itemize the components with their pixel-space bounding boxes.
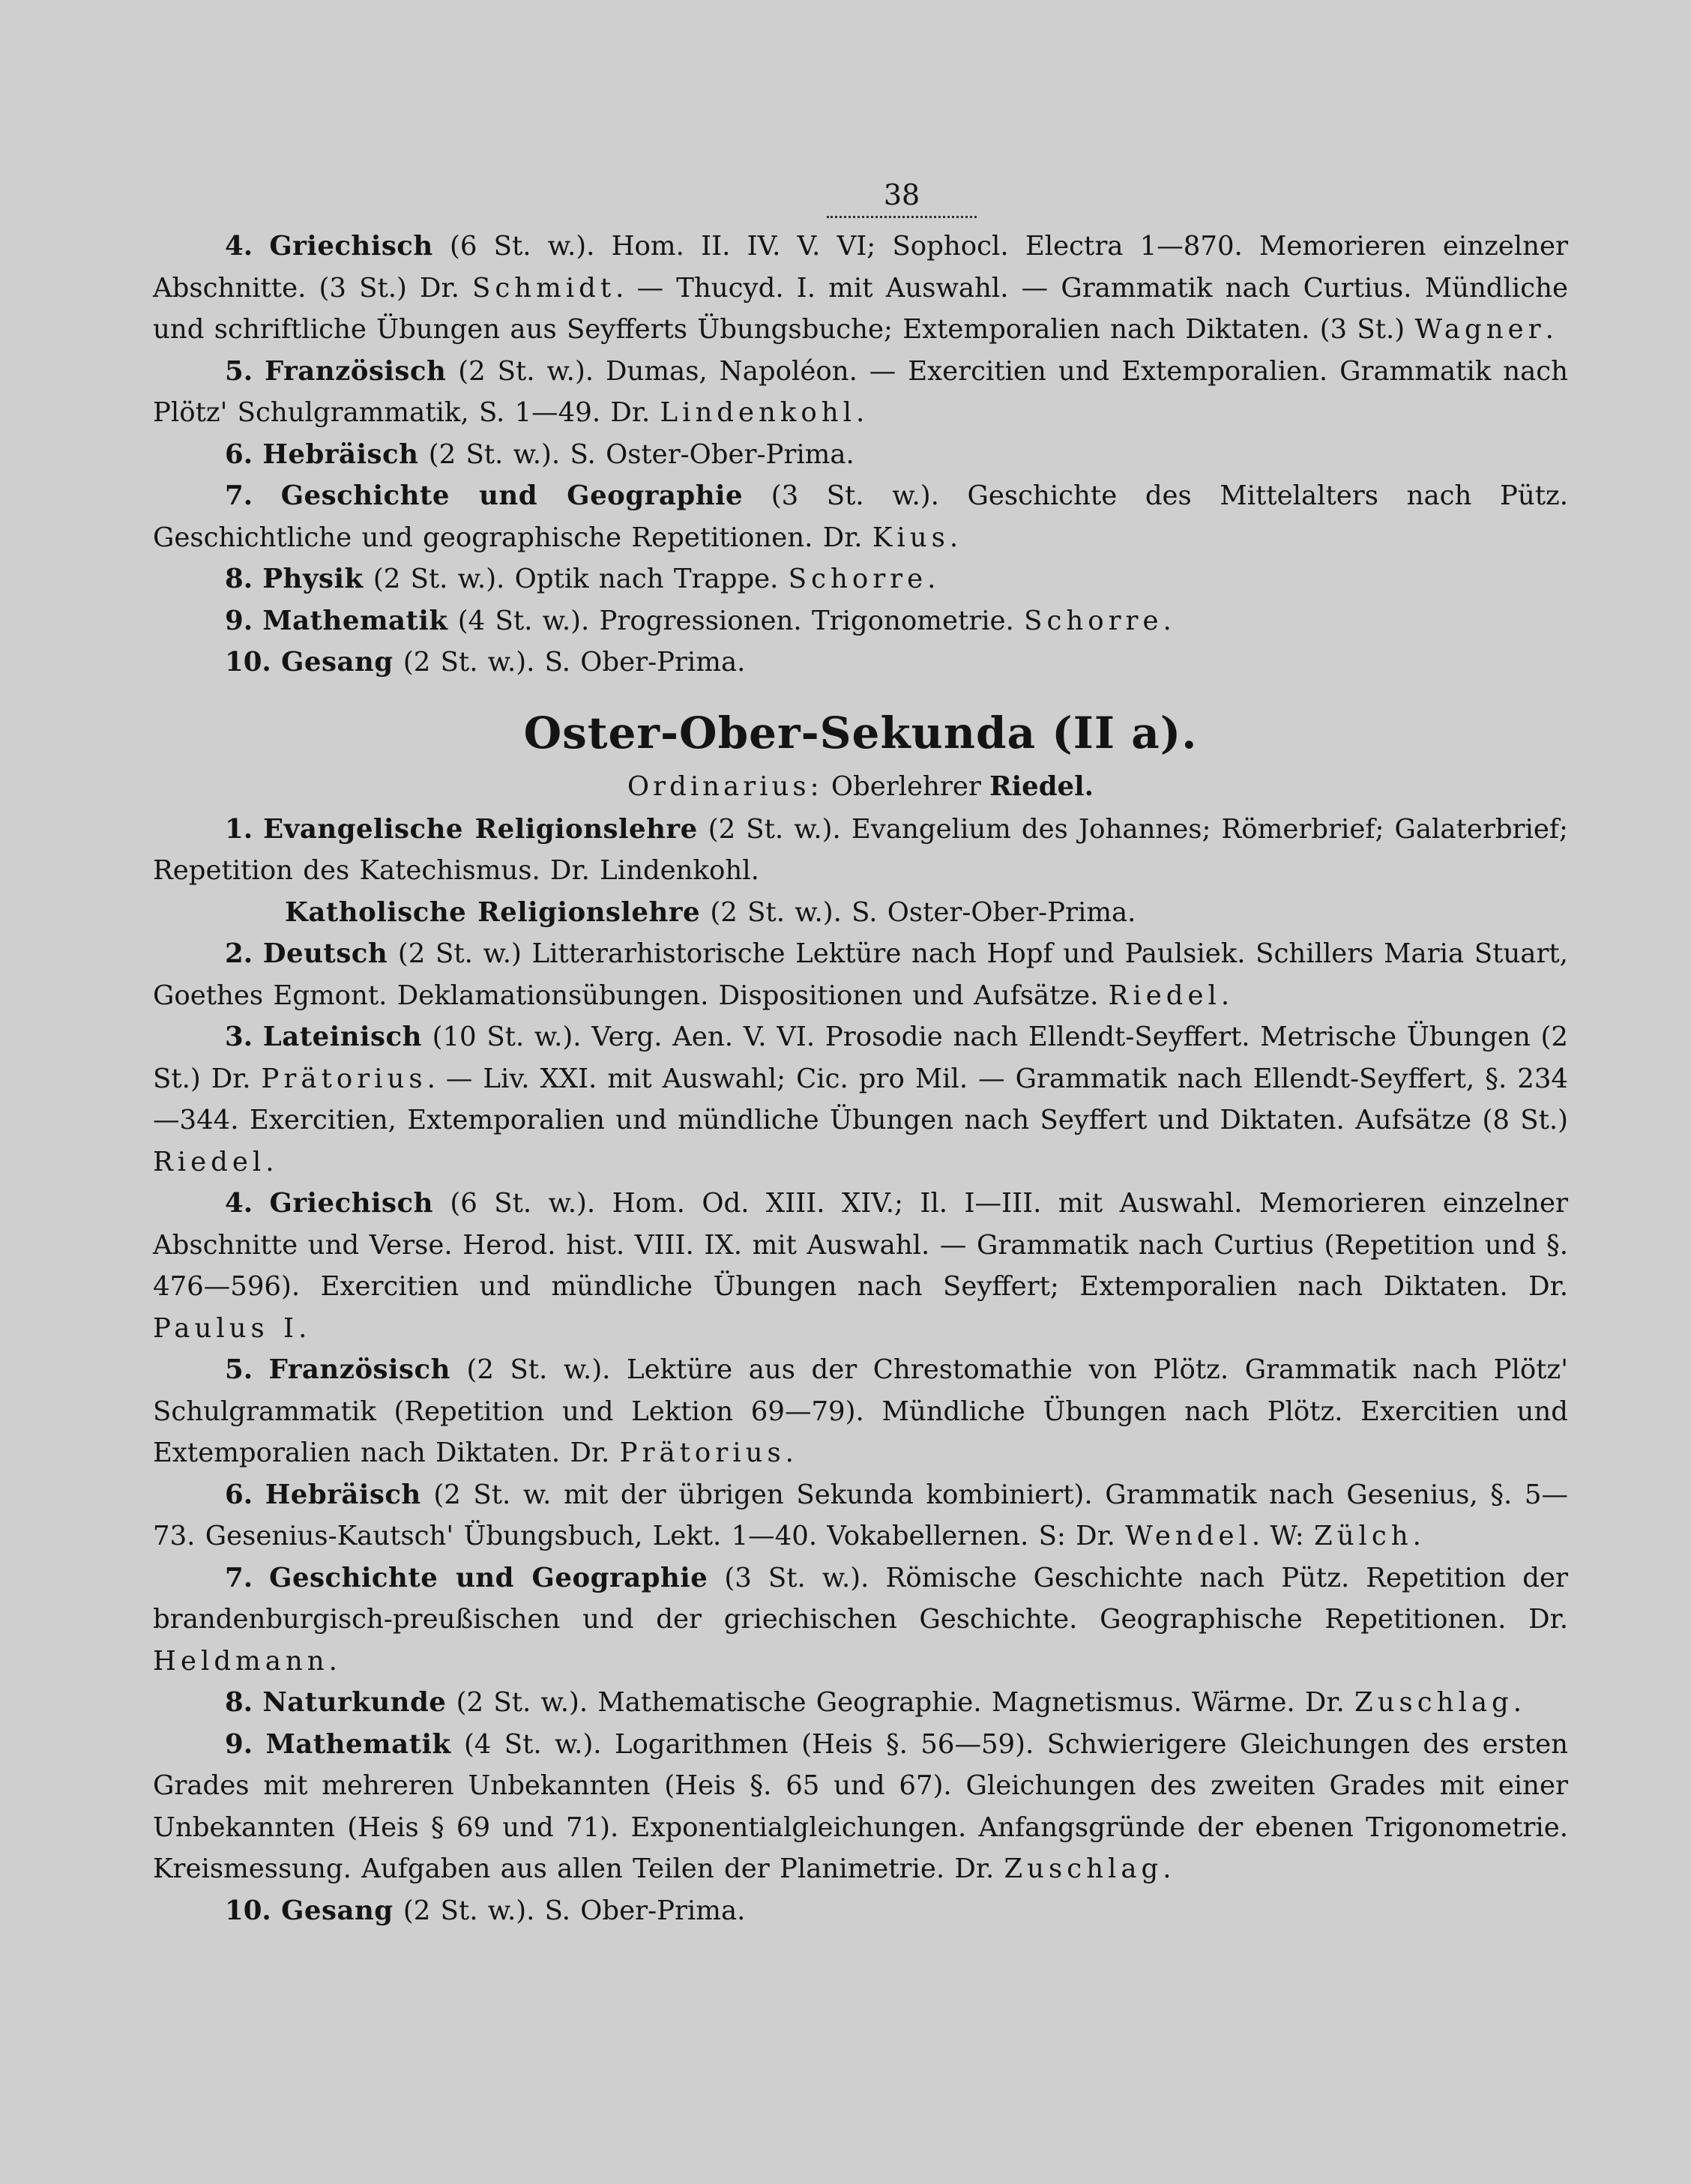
text-column bbox=[153, 177, 1568, 1931]
subject-name: Lateinisch bbox=[262, 1022, 422, 1052]
teacher-name: Schorre bbox=[1024, 605, 1163, 636]
subject-name: Mathematik bbox=[262, 605, 448, 636]
subject-name: Katholische Religionslehre bbox=[285, 896, 701, 928]
teacher-name: Prätorius bbox=[261, 1063, 427, 1094]
course-entry: 8. Physik (2 St. w.). Optik nach Trappe. Schorre. bbox=[225, 564, 936, 594]
subject-name: Physik bbox=[262, 564, 364, 594]
teacher-name: Schorre bbox=[788, 564, 928, 594]
course-entry: 4. Griechisch (6 St. w.). Hom. Od. XIII. XIV.; Il. I—III. mit Auswahl. Memorieren einzelner Abschnitte und Verse. Herod. hist. VIII. IX. mit Auswahl. — Grammatik nach Curtius (Repetition und §. 476—596). Exercitien und mündliche Übungen nach Seyffert; Extemporalien nach Diktaten. Dr. Paulus I. bbox=[153, 1188, 1568, 1344]
subject-name: Hebräisch bbox=[265, 1479, 421, 1510]
subject-name: Gesang bbox=[281, 1895, 394, 1926]
subject-name: Griechisch bbox=[269, 231, 433, 262]
course-entry: 4. Griechisch (6 St. w.). Hom. II. IV. V. VI; Sophocl. Electra 1—870. Memorieren einzelner Abschnitte. (3 St.) Dr. Schmidt. — Thucyd. I. mit Auswahl. — Grammatik nach Curtius. Mündliche und schriftliche Übungen aus Seyfferts Übungsbuche; Extemporalien nach Diktaten. (3 St.) Wagner. bbox=[153, 231, 1568, 345]
teacher-name: Prätorius bbox=[619, 1438, 786, 1468]
teacher-name: Paulus I bbox=[153, 1312, 299, 1344]
subject-name: Geschichte und Geographie bbox=[280, 480, 744, 511]
teacher-name: Wendel bbox=[1125, 1521, 1252, 1551]
teacher-name: Riedel bbox=[153, 1146, 266, 1177]
course-entry: 10. Gesang (2 St. w.). S. Ober-Prima. bbox=[225, 1895, 746, 1926]
subject-name: Mathematik bbox=[265, 1728, 451, 1760]
subject-name: Hebräisch bbox=[262, 438, 419, 470]
page-number: 38 bbox=[883, 178, 920, 211]
section-heading: Oster-Ober-Sekunda (II a). bbox=[523, 707, 1198, 758]
subject-name: Französisch bbox=[265, 355, 447, 387]
course-entry: 7. Geschichte und Geographie (3 St. w.). Römische Geschichte nach Pütz. Repetition der brandenburgisch-preußischen und der griechischen Geschichte. Geographische Repetitionen. Dr. Heldmann. bbox=[153, 1562, 1568, 1677]
course-entry: Katholische Religionslehre (2 St. w.). S. Oster-Ober-Prima. bbox=[285, 896, 1136, 928]
course-entry: 3. Lateinisch (10 St. w.). Verg. Aen. V. VI. Prosodie nach Ellendt-Seyffert. Metrische Übungen (2 St.) Dr. Prätorius. — Liv. XXI. mit Auswahl; Cic. pro Mil. — Grammatik nach Ellendt-Seyffert, §. 234—344. Exercitien, Extemporalien und mündliche Übungen nach Seyffert und Diktaten. Aufsätze (8 St.) Riedel. bbox=[153, 1022, 1568, 1177]
course-entry: 9. Mathematik (4 St. w.). Progressionen. Trigonometrie. Schorre. bbox=[225, 605, 1172, 636]
subject-name: Naturkunde bbox=[262, 1687, 447, 1718]
course-entry: 1. Evangelische Religionslehre (2 St. w.). Evangelium des Johannes; Römerbrief; Galaterbrief; Repetition des Katechismus. Dr. Lindenkohl. bbox=[153, 813, 1568, 886]
teacher-name: Zülch bbox=[1314, 1521, 1413, 1551]
page-number-underline bbox=[827, 214, 977, 218]
course-entry: 6. Hebräisch (2 St. w.). S. Oster-Ober-Prima. bbox=[225, 438, 854, 470]
teacher-name: Riedel bbox=[1108, 980, 1221, 1011]
ordinarius-line: Ordinarius: Oberlehrer Riedel. bbox=[627, 770, 1094, 802]
subject-name: Geschichte und Geographie bbox=[269, 1562, 708, 1593]
course-entry: 5. Französisch (2 St. w.). Dumas, Napoléon. — Exercitien und Extemporalien. Grammatik nach Plötz' Schulgrammatik, S. 1—49. Dr. Lindenkohl. bbox=[153, 355, 1568, 428]
teacher-name: Lindenkohl bbox=[660, 397, 857, 428]
subject-name: Griechisch bbox=[269, 1188, 433, 1219]
subject-name: Deutsch bbox=[262, 938, 388, 969]
teacher-name: Zuschlag bbox=[1354, 1687, 1513, 1718]
teacher-name: Wagner bbox=[1414, 314, 1546, 345]
subject-name: Gesang bbox=[281, 647, 394, 678]
subject-name: Französisch bbox=[268, 1354, 450, 1385]
course-entry: 6. Hebräisch (2 St. w. mit der übrigen Sekunda kombiniert). Grammatik nach Gesenius, §. 5—73. Gesenius-Kautsch' Übungsbuch, Lekt. 1—40. Vokabellernen. S: Dr. Wendel. W: Zülch. bbox=[153, 1479, 1568, 1551]
course-entry: 10. Gesang (2 St. w.). S. Ober-Prima. bbox=[225, 647, 746, 678]
ordinarius-name: Riedel. bbox=[989, 770, 1094, 802]
course-entry: 7. Geschichte und Geographie (3 St. w.). Geschichte des Mittelalters nach Pütz. Geschichtliche und geographische Repetitionen. Dr. Kius. bbox=[153, 480, 1569, 553]
teacher-name: Heldmann bbox=[153, 1645, 329, 1677]
course-entry: 2. Deutsch (2 St. w.) Litterarhistorische Lektüre nach Hopf und Paulsiek. Schillers Maria Stuart, Goethes Egmont. Deklamationsübungen. Dispositionen und Aufsätze. Riedel. bbox=[153, 938, 1568, 1011]
course-entry: 5. Französisch (2 St. w.). Lektüre aus der Chrestomathie von Plötz. Grammatik nach Plötz' Schulgrammatik (Repetition und Lektion 69—79). Mündliche Übungen nach Plötz. Exercitien und Extemporalien nach Diktaten. Dr. Prätorius. bbox=[153, 1354, 1568, 1468]
teacher-name: Schmidt bbox=[472, 272, 616, 304]
teacher-name: Kius bbox=[872, 522, 950, 553]
course-entry: 9. Mathematik (4 St. w.). Logarithmen (Heis §. 56—59). Schwierigere Gleichungen des ersten Grades mit mehreren Unbekannten (Heis §. 65 und 67). Gleichungen des zweiten Grades mit einer Unbekannten (Heis § 69 und 71). Exponentialgleichungen. Anfangsgründe der ebenen Trigonometrie. Kreismessung. Aufgaben aus allen Teilen der Planimetrie. Dr. Zuschlag. bbox=[153, 1728, 1568, 1884]
teacher-name: Zuschlag bbox=[1004, 1853, 1163, 1884]
subject-name: Evangelische Religionslehre bbox=[263, 813, 698, 845]
course-entry: 8. Naturkunde (2 St. w.). Mathematische Geographie. Magnetismus. Wärme. Dr. Zuschlag. bbox=[225, 1687, 1522, 1718]
